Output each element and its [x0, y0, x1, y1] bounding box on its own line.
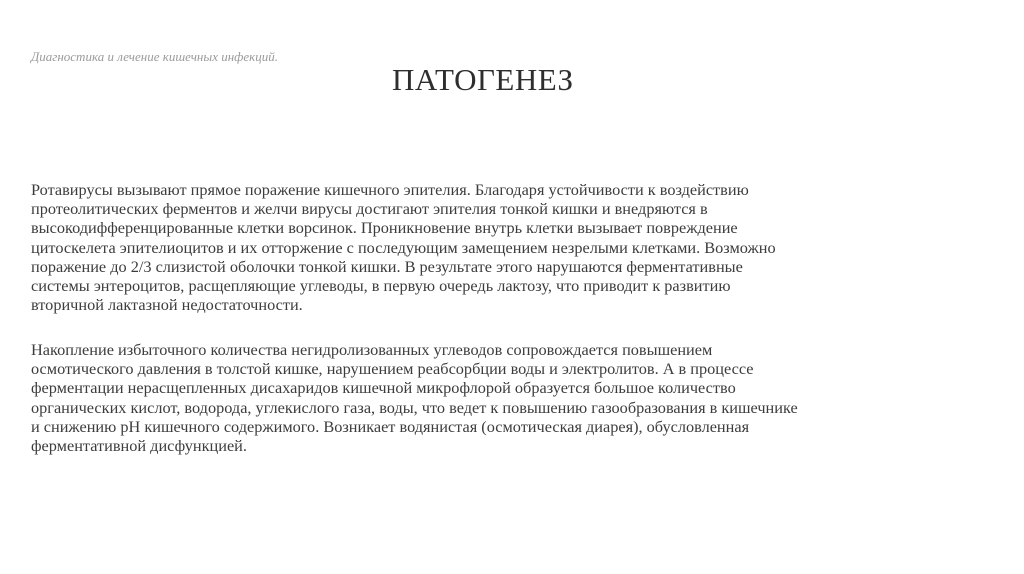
paragraph-line: системы энтероцитов, расщепляющие углеводы, в первую очередь лактозу, что приводит к развитию — [31, 276, 731, 296]
paragraph-line: высокодифференцированные клетки ворсинок. Проникновение внутрь клетки вызывает повреждение — [31, 218, 738, 238]
paragraph-line: органических кислот, водорода, углекислого газа, воды, что ведет к повышению газообразования в кишечнике — [31, 397, 798, 417]
paragraph-line: Накопление избыточного количества негидролизованных углеводов сопровождается повышением — [31, 340, 713, 359]
paragraph-line: протеолитических ферментов и желчи вирусы достигают эпителия тонкой кишки и внедряются в — [31, 199, 708, 219]
paragraph-line: ферментативной дисфункцией. — [31, 436, 247, 456]
paragraph-line: поражение до 2/3 слизистой оболочки тонкой кишки. В результате этого нарушаются ферментативные — [31, 256, 743, 276]
paragraph-pathogenesis-2 — [31, 340, 951, 455]
paragraph-line: Ротавирусы вызывают прямое поражение кишечного эпителия. Благодаря устойчивости к воздействию — [31, 180, 749, 199]
header-note: Диагностика и лечение кишечных инфекций. — [31, 49, 278, 64]
paragraph-line: вторичной лактазной недостаточности. — [31, 295, 303, 315]
paragraph-line: осмотического давления в толстой кишке, нарушением реабсорбции воды и электролитов. А в процессе — [31, 359, 754, 379]
paragraph-pathogenesis-1 — [31, 180, 951, 314]
page-title: ПАТОГЕНЕЗ — [392, 62, 574, 97]
paragraph-line: ферментации нерасщепленных дисахаридов кишечной микрофлорой образуется большое количество — [31, 378, 736, 398]
paragraph-line: и снижению рН кишечного содержимого. Возникает водянистая (осмотическая диарея), обусловленная — [31, 416, 750, 436]
paragraph-line: цитоскелета эпителиоцитов и их отторжение с последующим замещением незрелыми клетками. Возможно — [31, 237, 776, 257]
